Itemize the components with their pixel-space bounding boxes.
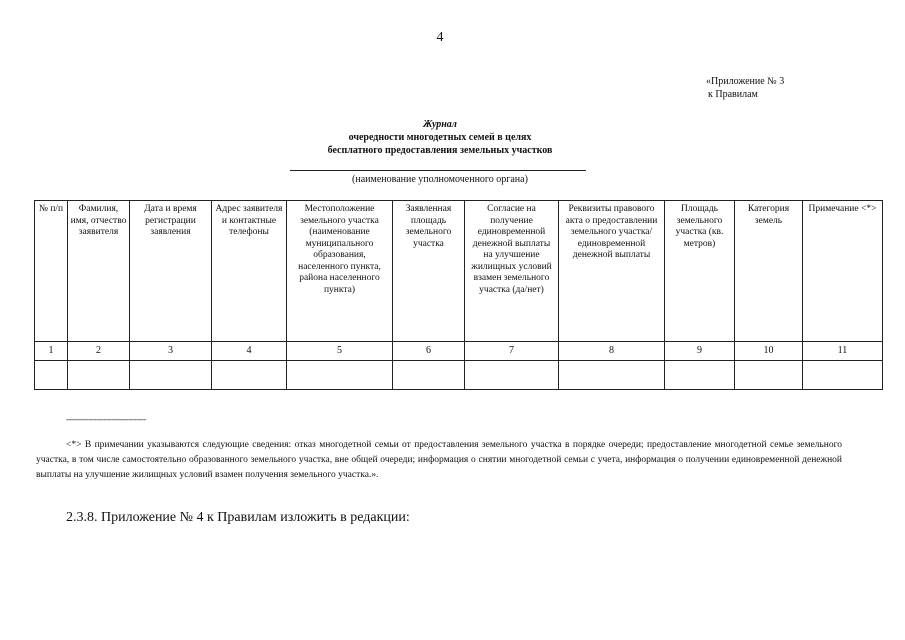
empty-cell (665, 361, 735, 390)
header-cell: Примечание <*> (803, 201, 883, 342)
header-cell: Местоположение земельного участка (наименование муниципального образования, населенного пункта, района населенного пункта) (287, 201, 393, 342)
column-number-cell: 11 (803, 342, 883, 361)
header-cell: Адрес заявителя и контактные телефоны (212, 201, 287, 342)
column-number-cell: 9 (665, 342, 735, 361)
journal-title-line-1: Журнал (423, 119, 457, 130)
empty-cell (35, 361, 68, 390)
organ-name-line (290, 170, 586, 171)
journal-table (34, 200, 883, 390)
appendix-line-1: «Приложение № 3 (706, 76, 785, 87)
appendix-reference (706, 75, 784, 101)
empty-cell (803, 361, 883, 390)
empty-cell (393, 361, 465, 390)
column-number-cell: 3 (130, 342, 212, 361)
column-number-cell: 2 (68, 342, 130, 361)
table-header-row (35, 201, 883, 342)
column-number-cell: 7 (465, 342, 559, 361)
empty-entry-row (35, 361, 883, 390)
journal-title (0, 118, 880, 157)
header-cell: Площадь земельного участка (кв. метров) (665, 201, 735, 342)
column-number-cell: 1 (35, 342, 68, 361)
column-number-cell: 5 (287, 342, 393, 361)
header-cell: № п/п (35, 201, 68, 342)
page-number: 4 (436, 30, 444, 45)
column-number-cell: 4 (212, 342, 287, 361)
clause-paragraph: 2.3.8. Приложение № 4 к Правилам изложить в редакции: (66, 510, 410, 525)
empty-cell (287, 361, 393, 390)
empty-cell (68, 361, 130, 390)
header-cell: Категория земель (735, 201, 803, 342)
journal-title-line-2: очередности многодетных семей в целях (348, 132, 532, 143)
empty-cell (130, 361, 212, 390)
journal-title-line-3: бесплатного предоставления земельных участков (327, 145, 553, 156)
column-number-cell: 8 (559, 342, 665, 361)
header-cell: Реквизиты правового акта о предоставлении земельного участка/единовременной денежной выплаты (559, 201, 665, 342)
column-number-row (35, 342, 883, 361)
organ-name-caption: (наименование уполномоченного органа) (352, 174, 528, 185)
empty-cell (559, 361, 665, 390)
column-number-cell: 6 (393, 342, 465, 361)
column-number-cell: 10 (735, 342, 803, 361)
footnote-separator: -------------------------------- (66, 414, 146, 424)
header-cell: Согласие на получение единовременной денежной выплаты на улучшение жилищных условий взамен земельного участка (да/нет) (465, 201, 559, 342)
empty-cell (735, 361, 803, 390)
empty-cell (465, 361, 559, 390)
header-cell: Дата и время регистрации заявления (130, 201, 212, 342)
appendix-line-2: к Правилам (708, 89, 758, 100)
header-cell: Заявленная площадь земельного участка (393, 201, 465, 342)
header-cell: Фамилия, имя, отчество заявителя (68, 201, 130, 342)
footnote-text: <*> В примечании указываются следующие сведения: отказ многодетной семьи от предоставления земельного участка в порядке очереди; предоставление многодетной семье земельного участка, в том числе самостоятельно образованного земельного участка, вне общей очереди; информация о снятии многодетной семьи с учета, информация о получении единовременной денежной выплаты на улучшение жилищных условий взамен получения земельного участка.». (36, 440, 842, 480)
empty-cell (212, 361, 287, 390)
